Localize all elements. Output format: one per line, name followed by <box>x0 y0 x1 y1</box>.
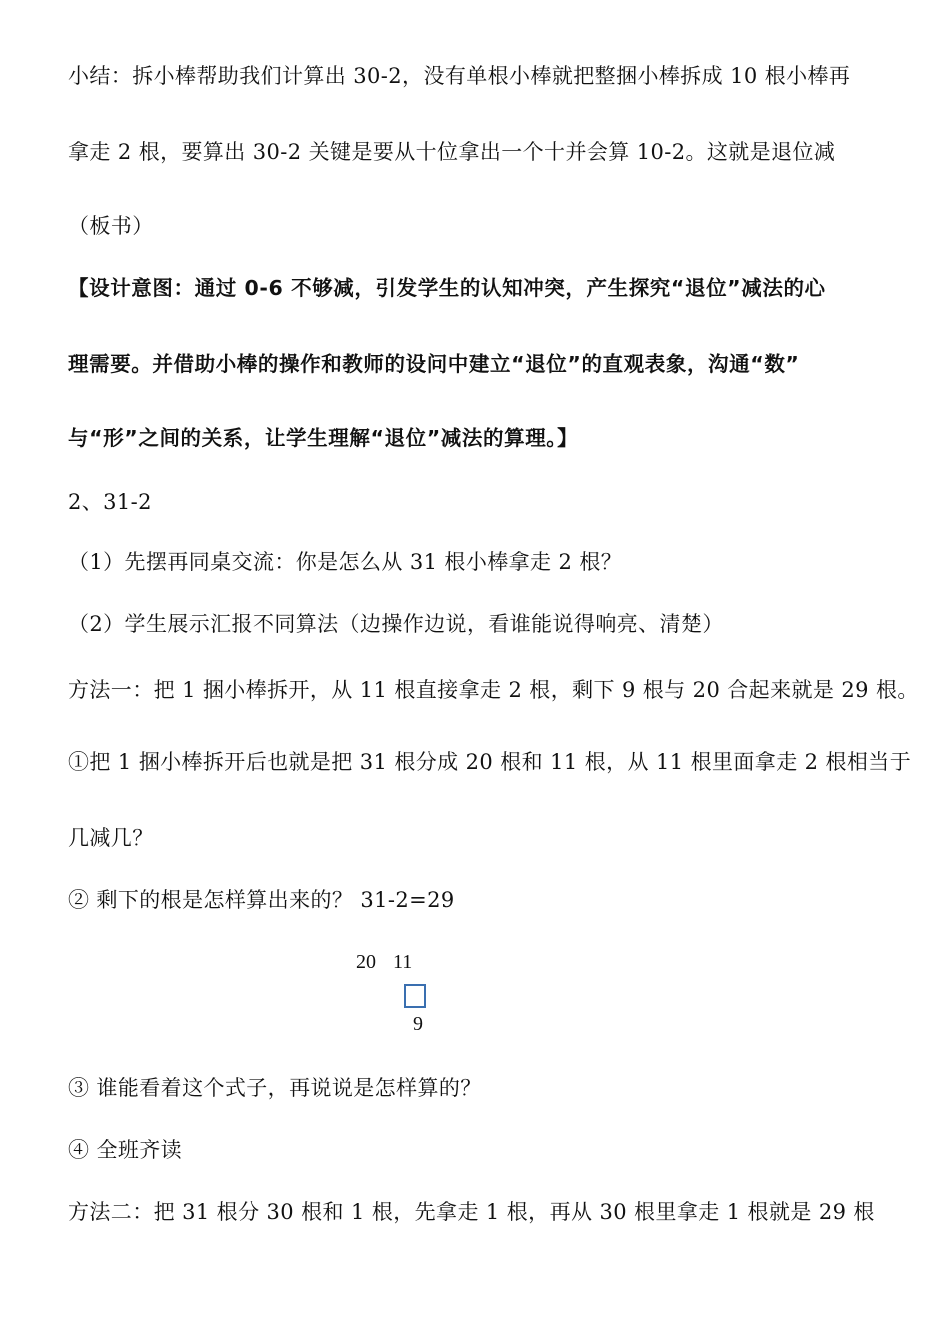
method-two: 方法二：把 31 根分 30 根和 1 根，先拿走 1 根，再从 30 根里拿走 1 根就是 29 根 <box>68 1200 875 1224</box>
part-11: 11 <box>393 951 413 973</box>
result-9: 9 <box>413 1013 423 1035</box>
question-2: ② 剩下的根是怎样算出来的？ 31-2=29 <box>68 888 455 912</box>
question-1-line-2: 几减几？ <box>68 826 154 850</box>
question-1-line-1: ①把 1 捆小棒拆开后也就是把 31 根分成 20 根和 11 根，从 11 根里面拿走 2 根相当于 <box>68 750 912 774</box>
section-heading: 2、31-2 <box>68 490 152 514</box>
blackboard-note: （板书） <box>68 214 154 238</box>
summary-line-2: 拿走 2 根，要算出 30-2 关键是要从十位拿出一个十并会算 10-2。这就是退位减 <box>68 140 836 164</box>
design-intent-line-2: 理需要。并借助小棒的操作和教师的设问中建立“退位”的直观表象，沟通“数” <box>68 352 800 376</box>
question-4: ④ 全班齐读 <box>68 1138 183 1162</box>
question-3: ③ 谁能看着这个式子，再说说是怎样算的？ <box>68 1076 482 1100</box>
method-one: 方法一：把 1 捆小棒拆开，从 11 根直接拿走 2 根，剩下 9 根与 20 合起来就是 29 根。 <box>68 678 919 702</box>
part-20: 20 <box>356 951 376 973</box>
step-1: （1）先摆再同桌交流：你是怎么从 31 根小棒拿走 2 根？ <box>68 550 623 574</box>
step-2: （2）学生展示汇报不同算法（边操作边说，看谁能说得响亮、清楚） <box>68 612 724 636</box>
design-intent-line-3: 与“形”之间的关系，让学生理解“退位”减法的算理。】 <box>68 426 579 450</box>
design-intent-line-1: 【设计意图：通过 0-6 不够减，引发学生的认知冲突，产生探究“退位”减法的心 <box>68 276 826 300</box>
summary-line-1: 小结：拆小棒帮助我们计算出 30-2，没有单根小棒就把整捆小棒拆成 10 根小棒再 <box>68 64 851 88</box>
answer-box <box>404 984 426 1008</box>
